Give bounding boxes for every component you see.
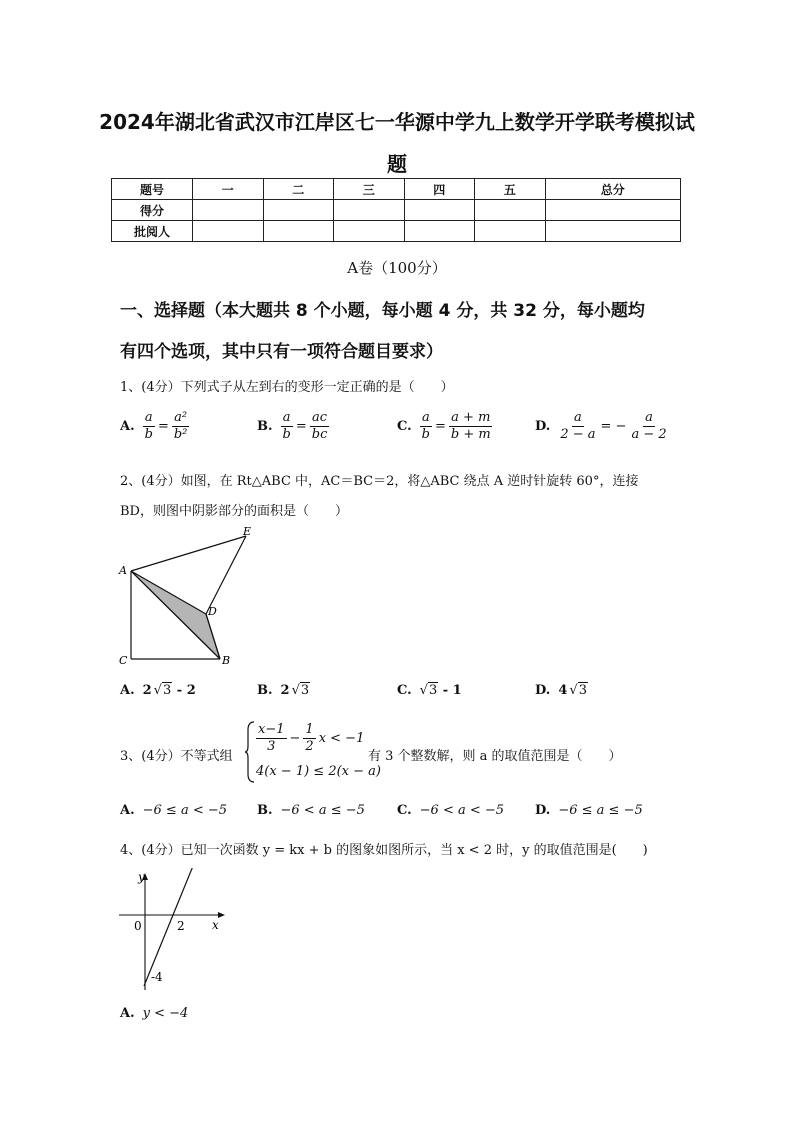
q3-option-d[interactable]: D. −6 ≤ a ≤ −5 xyxy=(535,803,643,818)
header-cell: 题号 xyxy=(112,179,193,200)
fraction: $\frac{\text{a²}}{\text{b²}}$ xyxy=(173,410,188,442)
q4-option-a[interactable]: A. y < −4 xyxy=(120,1006,189,1021)
score-cell[interactable] xyxy=(545,200,681,221)
option-label: D. xyxy=(535,803,551,818)
score-cell[interactable] xyxy=(193,200,264,221)
point-label-b: B xyxy=(222,654,231,667)
volume-heading: A卷（100分） xyxy=(347,259,447,277)
option-label: C. xyxy=(397,803,412,818)
question-2-stem-line2: BD，则图中阴影部分的面积是（ ） xyxy=(120,504,348,519)
option-label: D. xyxy=(535,419,551,434)
reviewer-cell[interactable] xyxy=(404,221,475,242)
function-line xyxy=(144,868,193,986)
q3-option-a[interactable]: A. −6 ≤ a < −5 xyxy=(120,803,228,818)
paper-title-line2: 题 xyxy=(387,152,407,176)
header-cell: 四 xyxy=(404,179,475,200)
q4-linear-function-graph xyxy=(115,868,235,998)
section-heading-line2: 有四个选项，其中只有一项符合题目要求） xyxy=(120,342,443,362)
x-intercept-label: 2 xyxy=(177,919,185,933)
option-label: A. xyxy=(120,682,135,698)
section-heading-line1: 一、选择题（本大题共 8 个小题，每小题 4 分，共 32 分，每小题均 xyxy=(120,301,645,321)
reviewer-cell[interactable] xyxy=(193,221,264,242)
fraction: $\frac{x-1}{3}$ xyxy=(258,722,285,754)
question-1-stem: 1、(4分）下列式子从左到右的变形一定正确的是（ ） xyxy=(120,380,454,395)
q1-option-c[interactable]: C. $\frac{a}{b}$ = $\frac{a + m}{b + m}$ xyxy=(397,410,491,442)
x-axis-label: x xyxy=(212,918,219,932)
q2-option-b[interactable]: B. 2 √ 3 xyxy=(257,682,310,698)
point-label-d: D xyxy=(208,605,217,618)
option-label: B. xyxy=(257,682,273,698)
q1-option-d[interactable]: D. $\frac{a}{2 - a}$ = − $\frac{a}{a - 2}$ xyxy=(535,410,667,442)
q2-option-a[interactable]: A. 2 √ 3 - 2 xyxy=(120,682,196,698)
origin-label: 0 xyxy=(134,919,142,933)
option-label: A. xyxy=(120,419,135,434)
score-table xyxy=(111,178,681,242)
y-axis-label: y xyxy=(138,870,145,884)
point-label-c: C xyxy=(119,654,128,667)
option-label: A. xyxy=(120,1006,135,1021)
option-label: C. xyxy=(397,419,412,434)
q3-option-b[interactable]: B. −6 < a ≤ −5 xyxy=(257,803,365,818)
header-cell: 三 xyxy=(334,179,405,200)
q3-option-c[interactable]: C. −6 < a < −5 xyxy=(397,803,505,818)
header-cell: 总分 xyxy=(545,179,681,200)
question-3-prefix: 3、(4分）不等式组 xyxy=(120,749,233,764)
fraction: $\frac{a}{b}$ xyxy=(282,410,291,442)
q1-option-a[interactable]: A. $\frac{a}{b}$ = $\frac{\text{a²}}{\text{b²}}$ xyxy=(120,410,188,442)
reviewer-row xyxy=(112,221,681,242)
score-cell[interactable] xyxy=(404,200,475,221)
y-intercept-label: -4 xyxy=(151,970,163,984)
question-4-stem: 4、(4分）已知一次函数 y = kx + b 的图象如图所示，当 x < 2 时，y 的取值范围是( ) xyxy=(120,843,648,858)
point-label-e: E xyxy=(243,525,252,538)
reviewer-cell[interactable] xyxy=(263,221,334,242)
q1-option-b[interactable]: B. $\frac{a}{b}$ = $\frac{ac}{bc}$ xyxy=(257,410,328,442)
fraction: $\frac{a}{b}$ xyxy=(421,410,430,442)
option-label: B. xyxy=(257,419,273,434)
score-cell[interactable] xyxy=(263,200,334,221)
reviewer-cell[interactable] xyxy=(545,221,681,242)
row-label: 得分 xyxy=(112,200,193,221)
question-3-suffix: 有 3 个整数解，则 a 的取值范围是（ ） xyxy=(368,749,622,764)
header-cell: 二 xyxy=(263,179,334,200)
reviewer-cell[interactable] xyxy=(334,221,405,242)
row-label: 批阅人 xyxy=(112,221,193,242)
score-table-header-row xyxy=(112,179,681,200)
score-cell[interactable] xyxy=(475,200,546,221)
q2-option-c[interactable]: C. √ 3 - 1 xyxy=(397,682,462,698)
inequality-1: $\frac{x-1}{3}$ − $\frac{1}{2}$ x < −1 xyxy=(258,722,365,754)
fraction: $\frac{a}{2 - a}$ xyxy=(560,410,596,442)
point-label-a: A xyxy=(119,564,127,577)
fraction: $\frac{a + m}{b + m}$ xyxy=(450,410,491,442)
inequality-2: 4(x − 1) ≤ 2(x − a) xyxy=(256,764,381,779)
fraction: $\frac{a}{b}$ xyxy=(144,410,153,442)
option-label: B. xyxy=(257,803,273,818)
q2-option-d[interactable]: D. 4 √ 3 xyxy=(535,682,587,698)
option-label: C. xyxy=(397,682,412,698)
header-cell: 一 xyxy=(193,179,264,200)
score-cell[interactable] xyxy=(334,200,405,221)
option-label: D. xyxy=(535,682,551,698)
fraction: $\frac{1}{2}$ xyxy=(305,722,314,754)
system-brace xyxy=(244,720,256,784)
question-2-stem-line1: 2、(4分）如图，在 Rt△ABC 中，AC＝BC＝2，将△ABC 绕点 A 逆时针旋转 60°，连接 xyxy=(120,474,639,489)
option-label: A. xyxy=(120,803,135,818)
header-cell: 五 xyxy=(475,179,546,200)
reviewer-cell[interactable] xyxy=(475,221,546,242)
fraction: $\frac{a}{a - 2}$ xyxy=(631,410,667,442)
paper-title-line1: 2024年湖北省武汉市江岸区七一华源中学九上数学开学联考模拟试 xyxy=(99,110,695,134)
q2-triangle-figure xyxy=(110,522,270,672)
score-row xyxy=(112,200,681,221)
fraction: $\frac{ac}{bc}$ xyxy=(311,410,328,442)
